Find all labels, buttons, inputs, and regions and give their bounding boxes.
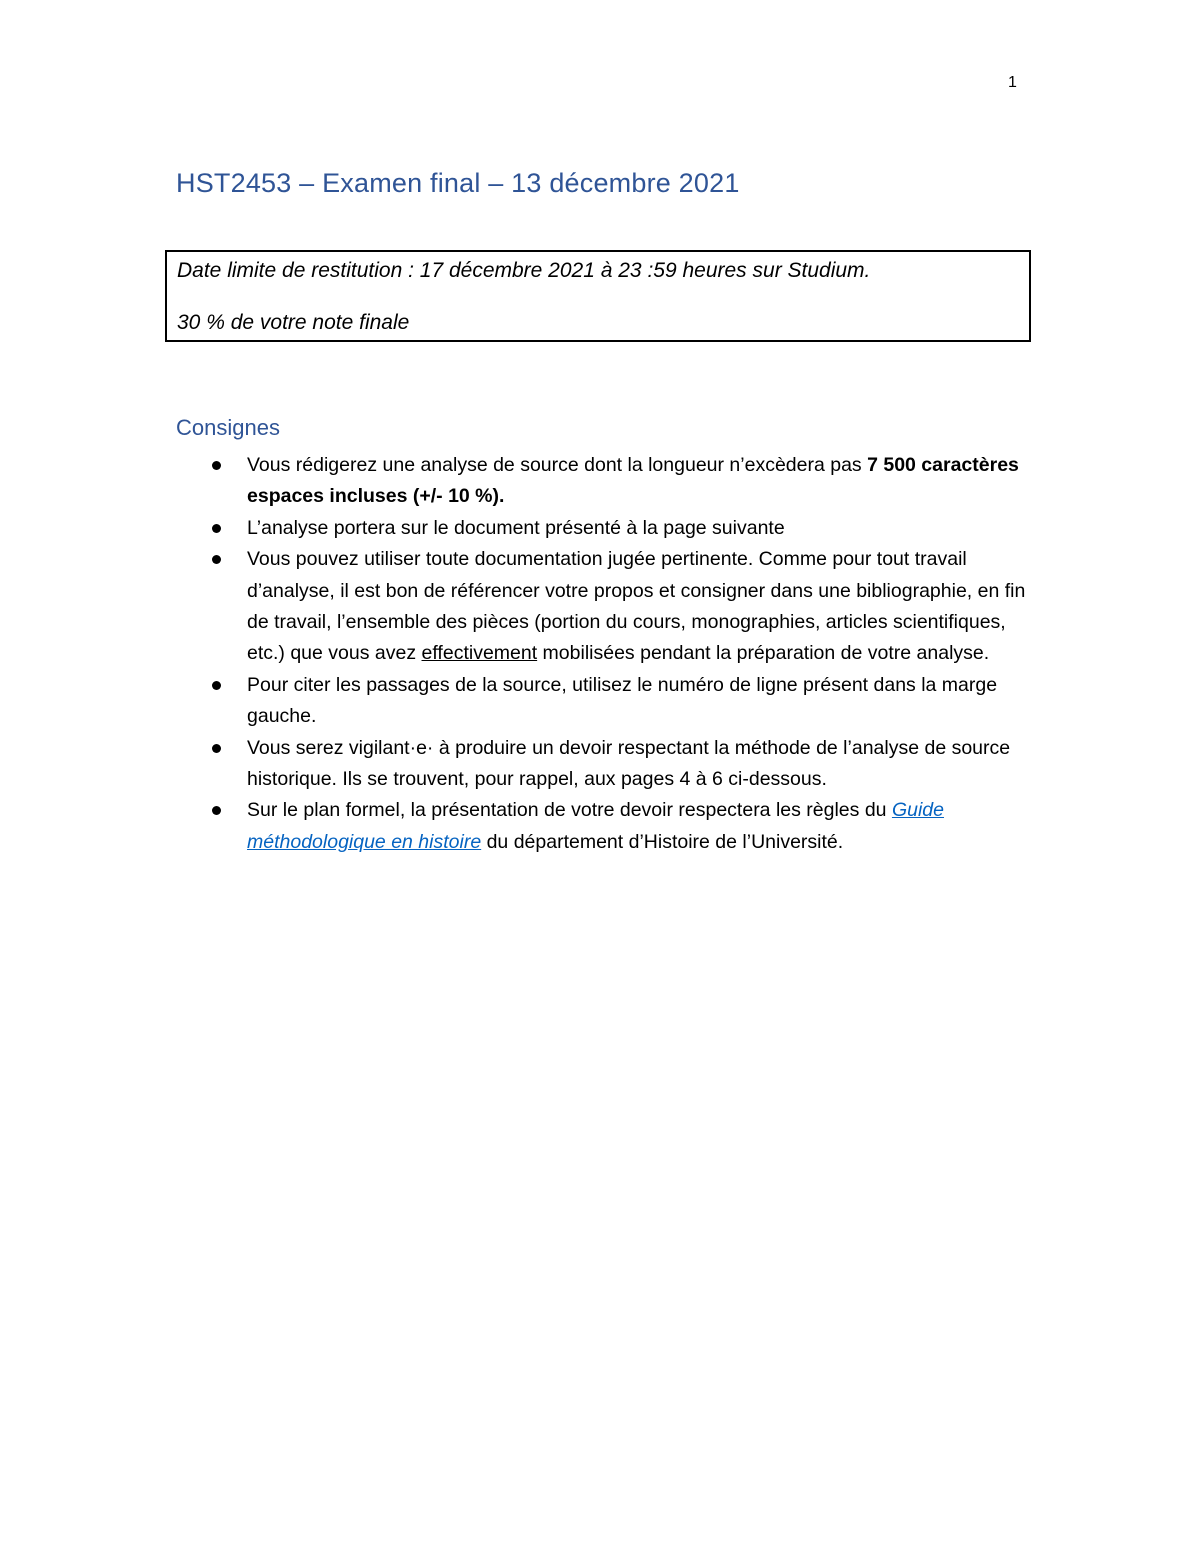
instruction-text bbox=[247, 450, 1030, 513]
instruction-text: Vous serez vigilant·e· à produire un devoir respectant la méthode de l’analyse de source historique. Ils se trouvent, pour rappel, aux pages 4 à 6 ci-dessous. bbox=[247, 736, 1011, 791]
instruction-item-documentation bbox=[200, 544, 1030, 670]
bullet-icon bbox=[212, 806, 221, 815]
instruction-item-document bbox=[200, 513, 1030, 544]
instruction-text-part: Vous pouvez utiliser toute documentation jugée pertinente. Comme pour tout travail d’analyse, il est bon de référencer votre propos et consigner dans une bibliographie, en fin de travail, l’ensemble des pièces (portion du cours, monographies, articles scientifiques, etc.) que vous avez bbox=[247, 548, 1026, 665]
instruction-item-length bbox=[200, 450, 1030, 513]
instruction-item-formatting bbox=[200, 795, 1030, 858]
instruction-text-part: . bbox=[499, 485, 505, 508]
emphasis-underlined: effectivement bbox=[421, 642, 538, 665]
consignes-heading: Consignes bbox=[176, 415, 280, 440]
page-number: 1 bbox=[1008, 74, 1017, 91]
instruction-item-method bbox=[200, 733, 1030, 796]
bullet-icon bbox=[212, 555, 221, 564]
instruction-text: Pour citer les passages de la source, utilisez le numéro de ligne présent dans la marge gauche. bbox=[247, 673, 998, 728]
instruction-text-part: Vous rédigerez une analyse de source dont la longueur n’excèdera pas bbox=[247, 454, 868, 476]
deadline-box bbox=[165, 250, 1031, 342]
instruction-text: L’analyse portera sur le document présenté à la page suivante bbox=[247, 516, 785, 539]
bullet-icon bbox=[212, 524, 221, 533]
instructions-list bbox=[200, 450, 1030, 858]
instruction-text bbox=[247, 795, 1030, 858]
grade-weight-text: 30 % de votre note finale bbox=[177, 311, 410, 334]
document-title: HST2453 – Examen final – 13 décembre 2021 bbox=[176, 168, 740, 198]
bullet-icon bbox=[212, 744, 221, 753]
instruction-text-part: mobilisées pendant la préparation de votre analyse. bbox=[537, 642, 990, 665]
instruction-text-part: Sur le plan formel, la présentation de votre devoir respectera les règles du bbox=[247, 799, 892, 822]
instruction-item-citation bbox=[200, 670, 1030, 733]
bullet-icon bbox=[212, 681, 221, 690]
instruction-text bbox=[247, 544, 1030, 670]
deadline-text: Date limite de restitution : 17 décembre 2021 à 23 :59 heures sur Studium. bbox=[177, 259, 871, 282]
character-limit: 7 500 caractères espaces incluses (+/- 10 %) bbox=[247, 454, 1019, 508]
bullet-icon bbox=[212, 461, 221, 470]
instruction-text-part: du département d’Histoire de l’Université. bbox=[481, 830, 844, 853]
guide-methodologique-link[interactable]: Guide méthodologique en histoire bbox=[247, 799, 944, 853]
